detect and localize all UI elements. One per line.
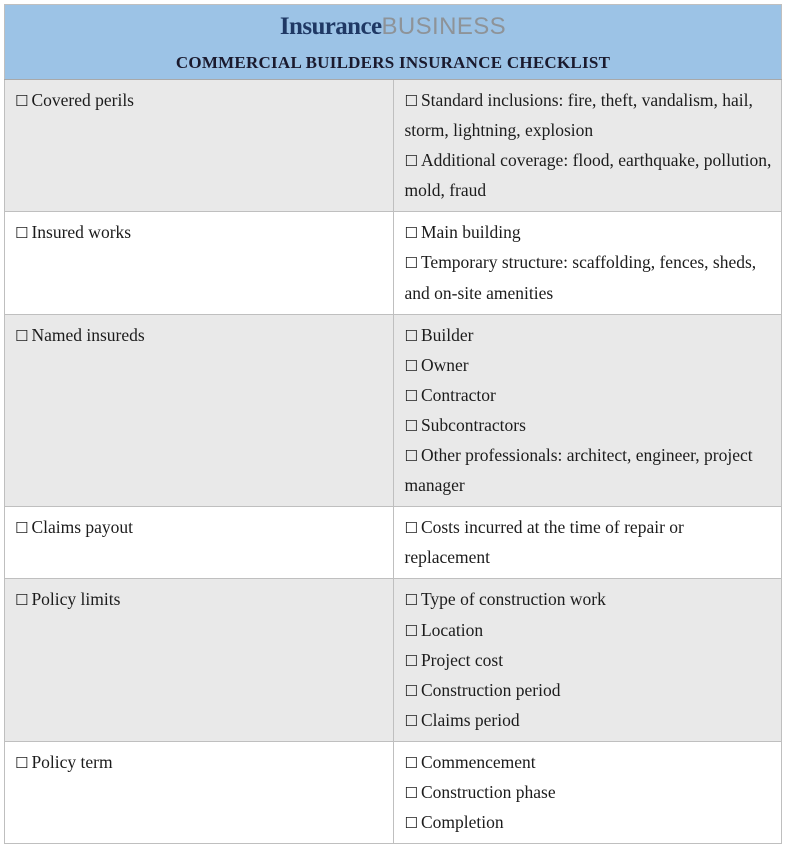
category-checklist-item[interactable] <box>15 320 387 350</box>
checkbox-icon[interactable]: ☐ <box>404 651 418 670</box>
table-row <box>5 314 782 507</box>
checkbox-icon[interactable]: ☐ <box>404 416 418 435</box>
checklist-item-label: Type of construction work <box>420 589 606 610</box>
checklist-item-label: Other professionals: architect, engineer, project manager <box>404 445 753 496</box>
items-cell <box>393 741 782 843</box>
checklist-item[interactable] <box>405 777 774 807</box>
items-cell <box>393 579 782 741</box>
checklist-item[interactable] <box>405 350 774 380</box>
page-title: COMMERCIAL BUILDERS INSURANCE CHECKLIST <box>175 53 611 72</box>
category-cell <box>5 579 394 741</box>
category-cell <box>5 212 394 314</box>
checklist-item[interactable] <box>405 675 774 705</box>
checkbox-icon[interactable]: ☐ <box>404 621 418 640</box>
checkbox-icon[interactable]: ☐ <box>404 519 418 538</box>
checkbox-icon[interactable]: ☐ <box>404 753 418 772</box>
checklist-item[interactable] <box>405 584 774 614</box>
checklist-item[interactable] <box>405 440 774 500</box>
logo-primary-text: Insurance <box>279 12 382 40</box>
category-label: Policy term <box>31 751 113 772</box>
checklist-item-label: Costs incurred at the time of repair or replacement <box>404 517 684 568</box>
checkbox-icon[interactable]: ☐ <box>404 814 418 833</box>
table-row <box>5 741 782 843</box>
category-cell <box>5 507 394 579</box>
checkbox-icon[interactable]: ☐ <box>404 447 418 466</box>
checklist-item[interactable] <box>405 705 774 735</box>
insurance-business-logo <box>280 14 506 39</box>
checklist-item[interactable] <box>405 85 774 145</box>
checkbox-icon[interactable]: ☐ <box>15 591 29 610</box>
checkbox-icon[interactable]: ☐ <box>404 254 418 273</box>
category-checklist-item[interactable] <box>15 512 387 542</box>
items-cell <box>393 80 782 212</box>
checkbox-icon[interactable]: ☐ <box>404 783 418 802</box>
checkbox-icon[interactable]: ☐ <box>15 92 29 110</box>
checklist-item-label: Construction phase <box>420 781 556 802</box>
checklist-item-label: Main building <box>420 222 521 243</box>
brand-header-row <box>5 5 782 48</box>
table-row <box>5 212 782 314</box>
items-cell <box>393 507 782 579</box>
checklist-item-label: Construction period <box>420 679 561 700</box>
checkbox-icon[interactable]: ☐ <box>404 591 418 610</box>
checklist-item-label: Commencement <box>420 751 536 772</box>
category-cell <box>5 741 394 843</box>
checklist-item-label: Builder <box>420 324 474 345</box>
items-cell <box>393 314 782 507</box>
category-label: Insured works <box>31 222 132 243</box>
subtitle-header-row <box>5 47 782 80</box>
category-label: Named insureds <box>31 324 145 345</box>
checkbox-icon[interactable]: ☐ <box>404 356 418 375</box>
items-cell <box>393 212 782 314</box>
checkbox-icon[interactable]: ☐ <box>404 152 418 171</box>
category-checklist-item[interactable] <box>15 747 387 777</box>
checklist-item-label: Subcontractors <box>420 414 526 435</box>
checklist-item-label: Additional coverage: flood, earthquake, pollution, mold, fraud <box>404 150 772 201</box>
checklist-item-label: Temporary structure: scaffolding, fences, sheds, and on-site amenities <box>404 252 757 303</box>
checklist-table-body <box>5 5 782 844</box>
checklist-item-label: Contractor <box>420 384 496 405</box>
category-cell <box>5 314 394 507</box>
checkbox-icon[interactable]: ☐ <box>15 753 29 772</box>
checkbox-icon[interactable]: ☐ <box>404 386 418 405</box>
checklist-item[interactable] <box>405 217 774 247</box>
insurance-checklist-table <box>4 4 782 844</box>
checklist-item-label: Standard inclusions: fire, theft, vandalism, hail, storm, lightning, explosion <box>404 90 753 141</box>
checklist-item[interactable] <box>405 615 774 645</box>
checklist-item[interactable] <box>405 410 774 440</box>
checkbox-icon[interactable]: ☐ <box>404 224 418 243</box>
brand-header-cell <box>5 5 782 48</box>
category-label: Covered perils <box>31 90 134 110</box>
category-checklist-item[interactable] <box>15 85 387 115</box>
checklist-item[interactable] <box>405 247 774 307</box>
checklist-item[interactable] <box>405 747 774 777</box>
checklist-item[interactable] <box>405 645 774 675</box>
category-cell <box>5 80 394 212</box>
category-checklist-item[interactable] <box>15 217 387 247</box>
checkbox-icon[interactable]: ☐ <box>15 224 29 243</box>
category-label: Policy limits <box>31 589 121 610</box>
subtitle-header-cell <box>5 47 782 80</box>
checkbox-icon[interactable]: ☐ <box>15 519 29 538</box>
checklist-item-label: Owner <box>420 354 469 375</box>
checkbox-icon[interactable]: ☐ <box>404 681 418 700</box>
checkbox-icon[interactable]: ☐ <box>15 326 29 345</box>
table-row <box>5 507 782 579</box>
table-row <box>5 579 782 741</box>
checkbox-icon[interactable]: ☐ <box>404 326 418 345</box>
logo-secondary-text: BUSINESS <box>381 12 507 40</box>
checklist-item-label: Project cost <box>420 649 504 670</box>
checklist-item[interactable] <box>405 807 774 837</box>
checklist-item-label: Claims period <box>420 709 520 730</box>
checklist-item[interactable] <box>405 380 774 410</box>
table-row <box>5 80 782 212</box>
category-checklist-item[interactable] <box>15 584 387 614</box>
checklist-item-label: Completion <box>420 812 504 833</box>
checklist-item-label: Location <box>420 619 484 640</box>
checklist-item[interactable] <box>405 320 774 350</box>
category-label: Claims payout <box>31 517 134 538</box>
checklist-item[interactable] <box>405 145 774 205</box>
checklist-item[interactable] <box>405 512 774 572</box>
checkbox-icon[interactable]: ☐ <box>404 92 418 110</box>
checkbox-icon[interactable]: ☐ <box>404 711 418 730</box>
